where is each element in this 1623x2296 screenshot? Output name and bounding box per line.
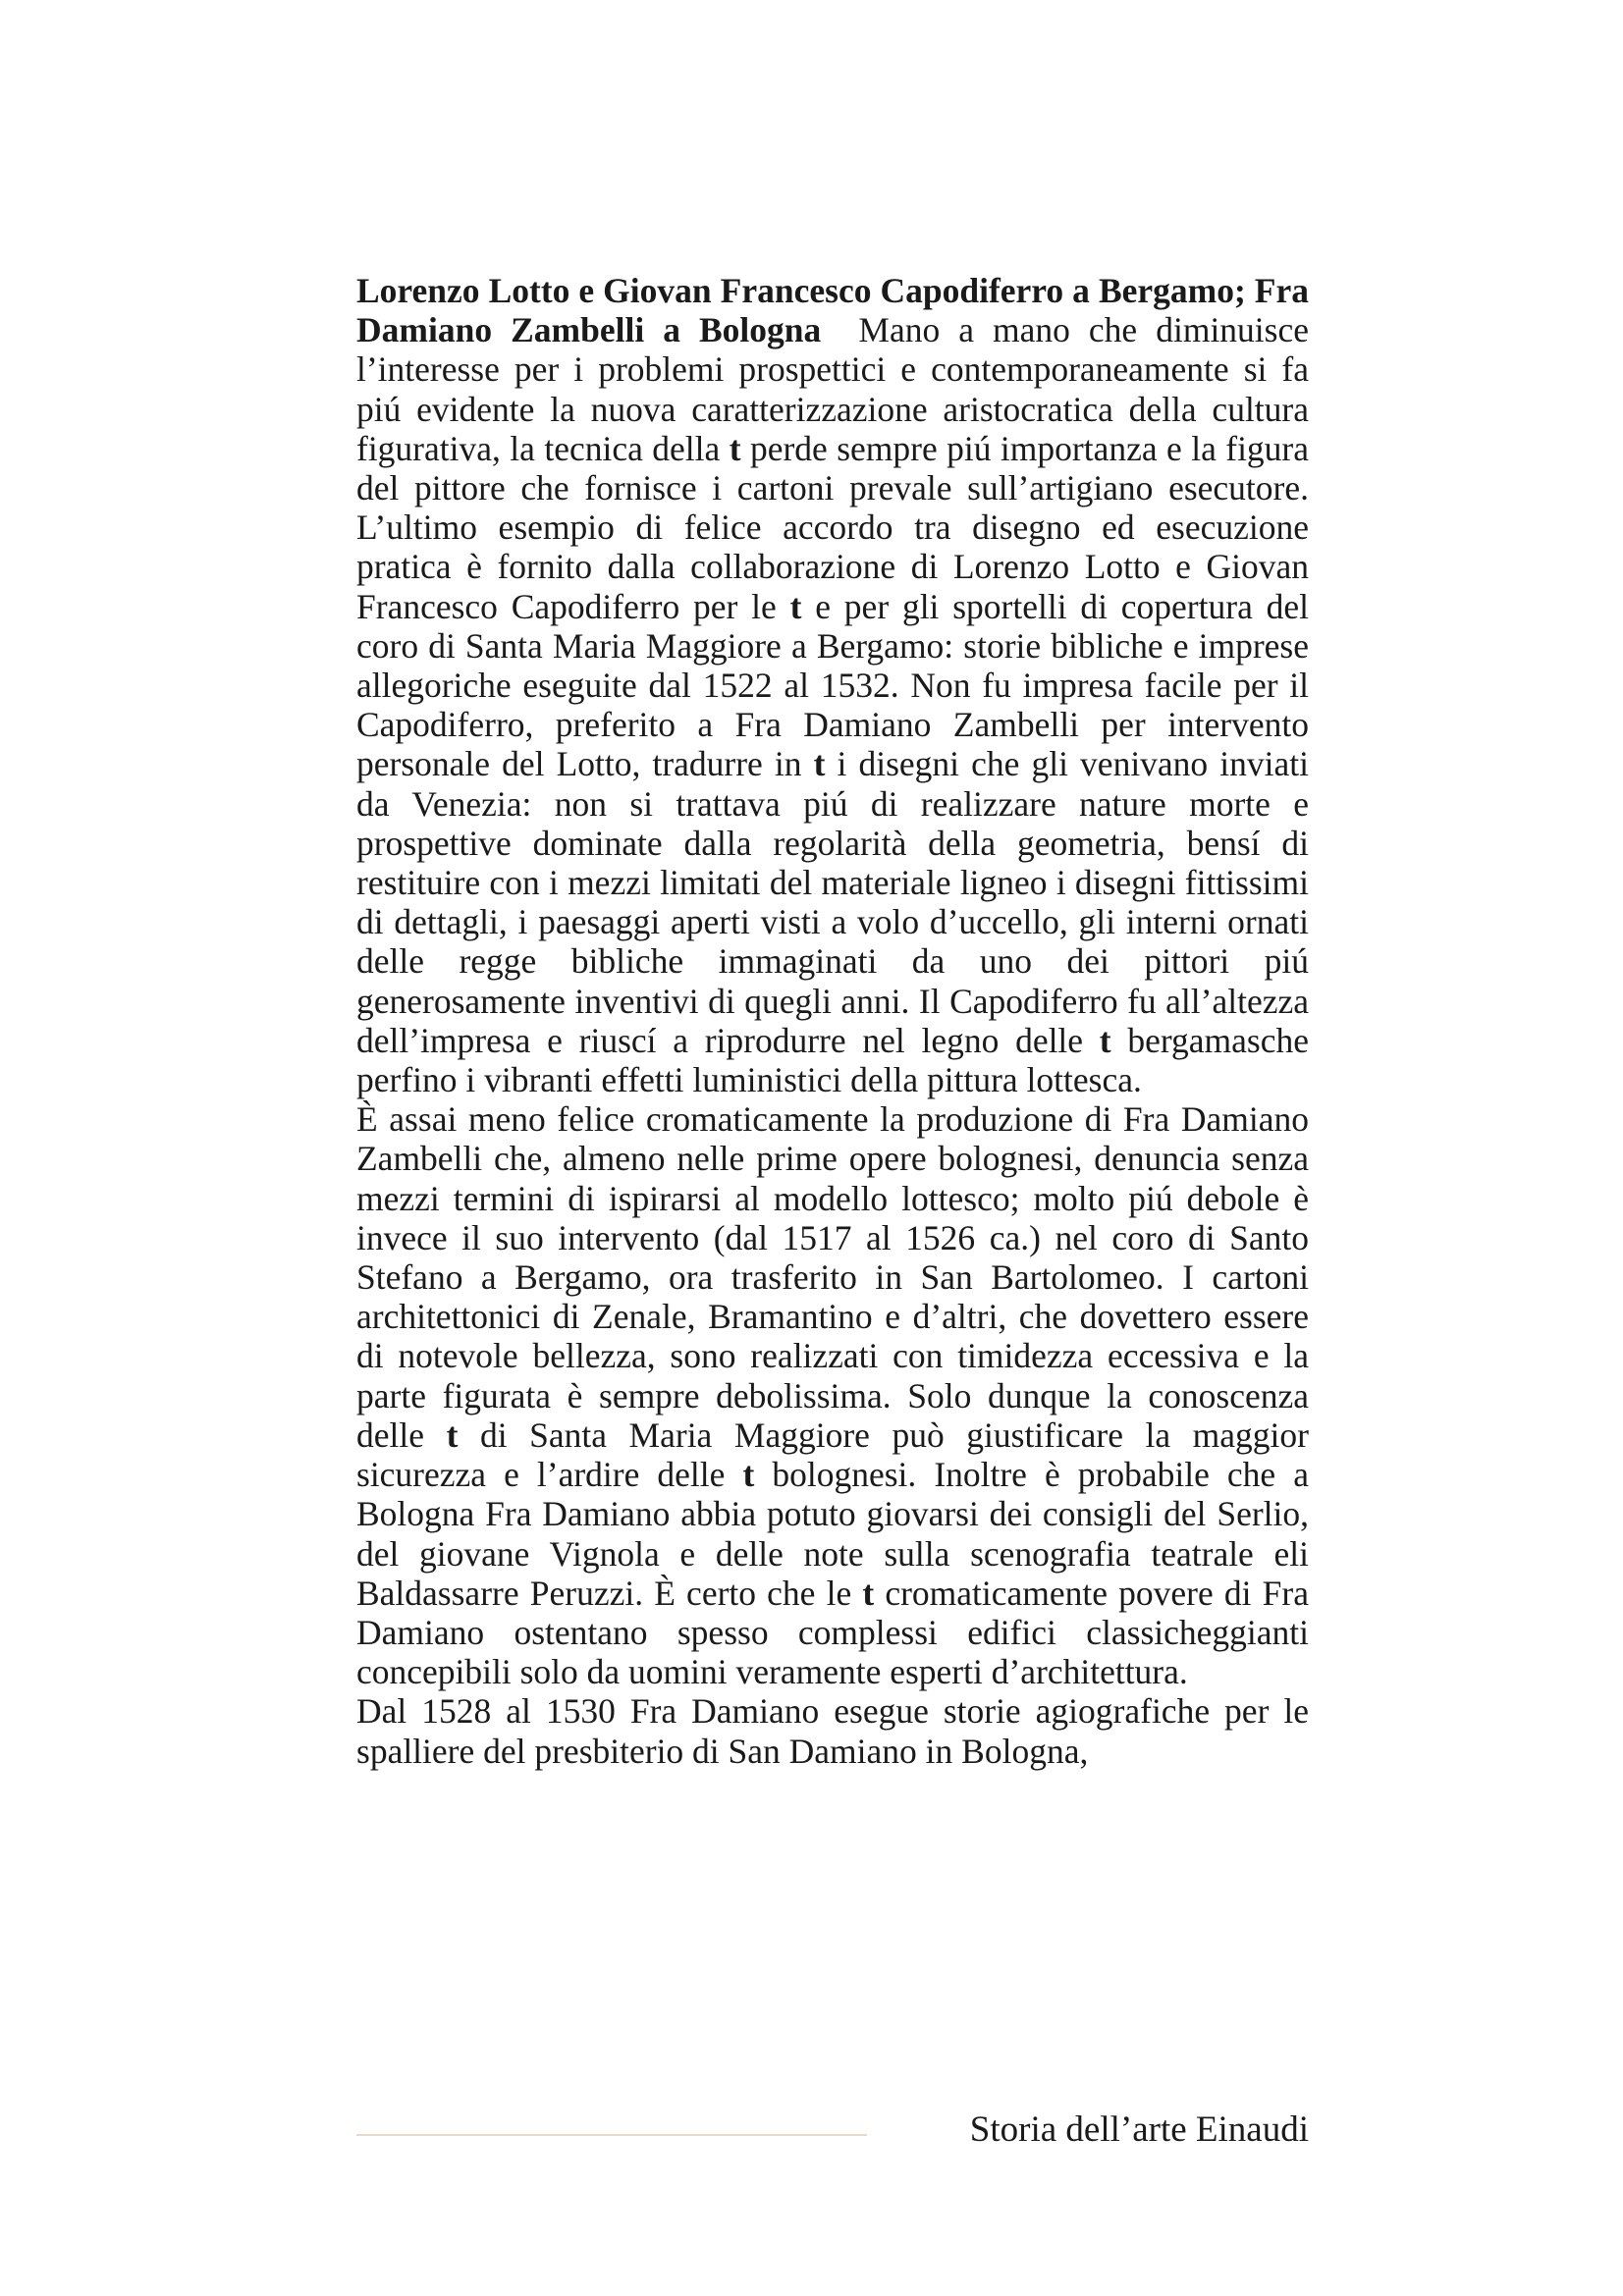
t-abbreviation: t [729, 428, 741, 468]
para-1-seg-2: di Santa Maria Maggiore può giustificare la maggior sicurezza e l’ardire delle [356, 1415, 1309, 1495]
para-0-seg-4: e per gli sportelli di copertura del coro di Santa Maria Maggiore a Bergamo: storie bibliche e imprese allegoriche eseguite dal 1522 al 1532. Non fu impresa facile per il Capodiferro, preferito a Fra Damiano Zambelli per intervento personale del Lotto, tradurre in [356, 586, 1310, 784]
para-2-seg-0: Dal 1528 al 1530 Fra Damiano esegue storie agiografiche per le spalliere del presbiterio di San Damiano in Bologna, [356, 1691, 1309, 1771]
paragraph [356, 271, 1309, 1099]
section-heading: Lorenzo Lotto e Giovan Francesco Capodiferro a Bergamo; Fra Damiano Zambelli a Bologna [356, 271, 1309, 350]
t-abbreviation: t [446, 1415, 459, 1455]
footer-publisher-label: Storia dell’arte Einaudi [969, 2109, 1309, 2150]
para-0-seg-6: i disegni che gli venivano inviati da Venezia: non si trattava piú di realizzare nature morte e prospettive dominate dalla regolarità della geometria, bensí di restituire con i mezzi limitati del materiale ligneo i disegni fittissimi di dettagli, i paesaggi aperti visti a volo d’uccello, gli interni ornati delle regge bibliche immaginati da uno dei pittori piú generosamente inventivi di quegli anni. Il Capodiferro fu all’altezza dell’impresa e riuscí a riprodurre nel legno delle [356, 744, 1309, 1060]
para-0-seg-0: Mano a mano che diminuisce l’interesse per i problemi prospettici e contemporaneamente si fa piú evidente la nuova caratterizzazione aristocratica della cultura figurativa, la tecnica della [356, 310, 1309, 468]
para-1-seg-4: bolognesi. Inoltre è probabile che a Bologna Fra Damiano abbia potuto giovarsi dei consigli del Serlio, del giovane Vignola e delle note sulla scenografia teatrale eli Baldassarre Peruzzi. È certo che le [356, 1455, 1309, 1613]
t-abbreviation: t [813, 744, 826, 784]
para-1-seg-0: È assai meno felice cromaticamente la produzione di Fra Damiano Zambelli che, almeno nelle prime opere bolognesi, denuncia senza mezzi termini di ispirarsi al modello lottesco; molto piú debole è invece il suo intervento (dal 1517 al 1526 ca.) nel coro di Santo Stefano a Bergamo, ora trasferito in San Bartolomeo. I cartoni architettonici di Zenale, Bramantino e d’altri, che dovettero essere di notevole bellezza, sono realizzati con timidezza eccessiva e la parte figurata è sempre debolissima. Solo dunque la conoscenza delle [356, 1099, 1309, 1455]
footer-rule [356, 2134, 867, 2136]
paragraph [356, 1691, 1309, 1770]
page-body [356, 271, 1309, 1771]
t-abbreviation: t [1099, 1020, 1111, 1060]
t-abbreviation: t [742, 1455, 755, 1495]
page-footer [356, 2109, 1309, 2158]
para-0-seg-8: bergamasche perfino i vibranti effetti luministici della pittura lottesca. [356, 1020, 1309, 1100]
paragraph [356, 1099, 1309, 1691]
t-abbreviation: t [789, 586, 802, 626]
t-abbreviation: t [862, 1573, 875, 1613]
para-0-seg-2: perde sempre piú importanza e la figura del pittore che fornisce i cartoni prevale sull’artigiano esecutore. L’ultimo esempio di felice accordo tra disegno ed esecuzione pratica è fornito dalla collaborazione di Lorenzo Lotto e Giovan Francesco Capodiferro per le [356, 428, 1310, 626]
para-1-seg-6: cromaticamente povere di Fra Damiano ostentano spesso complessi edifici classicheggianti concepibili solo da uomini veramente esperti d’architettura. [356, 1573, 1309, 1692]
